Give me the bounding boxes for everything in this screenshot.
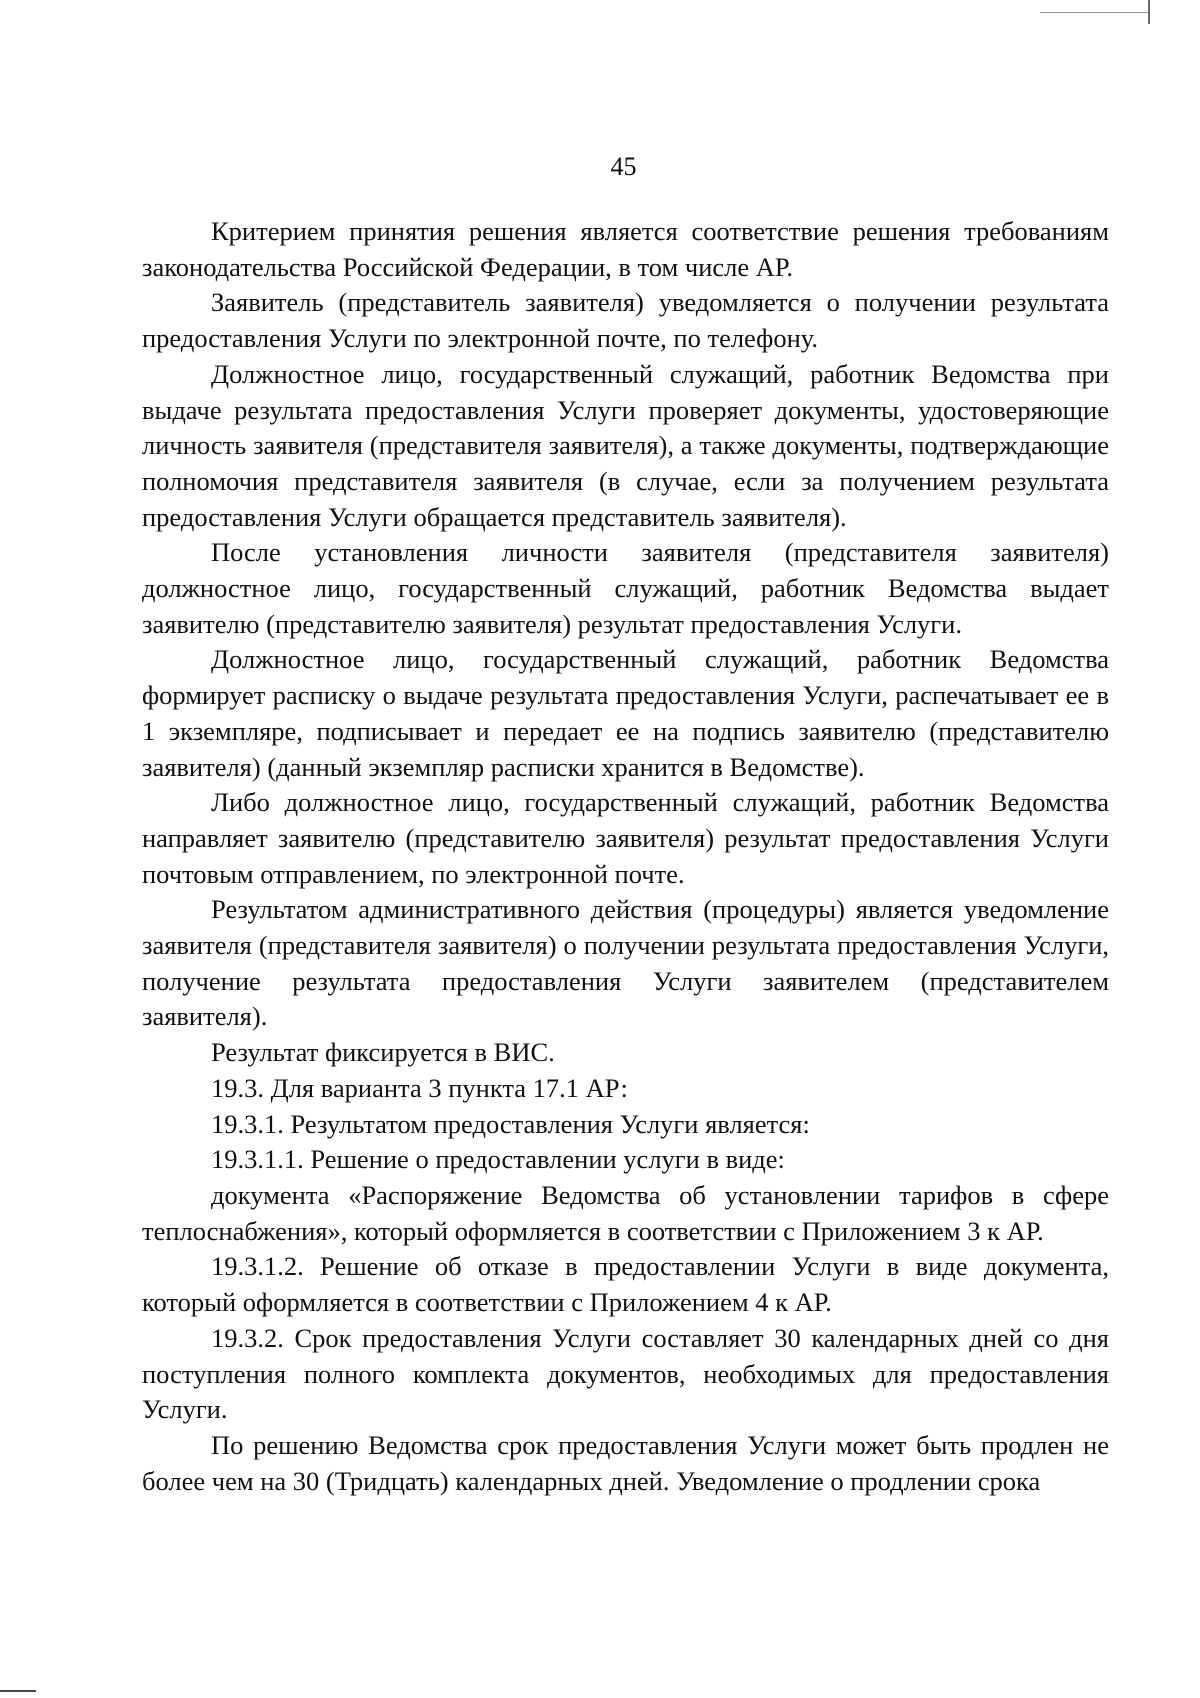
section-19-3-heading: 19.3. Для варианта 3 пункта 17.1 АР: [211,1072,628,1103]
document-body [142,214,1109,1499]
paragraph-applicant-notification: Заявитель (представитель заявителя) уведомляется о получении результата предоставления Услуги по электронной почте, по телефону. [142,287,1109,354]
paragraph-procedure-result: Результатом административного действия (процедуры) является уведомление заявителя (представителя заявителя) о получении результата предоставления Услуги, получение результата предоставления Услуги заявителем (представителем заявителя). [142,894,1109,1032]
scan-edge-mark-top [1040,0,1150,13]
paragraph-term-extension: По решению Ведомства срок предоставления Услуги может быть продлен не более чем на 30 (Тридцать) календарных дней. Уведомление о продлении срока [142,1429,1109,1496]
paragraph-postal-delivery: Либо должностное лицо, государственный служащий, работник Ведомства направляет заявителю (представителю заявителя) результат предоставления Услуги почтовым отправлением, по электронной почте. [142,787,1109,889]
paragraph-identity-check: Должностное лицо, государственный служащий, работник Ведомства при выдаче результата предоставления Услуги проверяет документы, удостоверяющие личность заявителя (представителя заявителя), а также документы, подтверждающие полномочия представителя заявителя (в случае, если за получением результата предоставления Услуги обращается представитель заявителя). [142,358,1109,532]
scan-edge-tick-top [1148,0,1150,24]
paragraph-result-issuance: После установления личности заявителя (представителя заявителя) должностное лицо, государственный служащий, работник Ведомства выдает заявителю (представителю заявителя) результат предоставления Услуги. [142,537,1109,639]
paragraph-result-recorded: Результат фиксируется в ВИС. [211,1037,555,1068]
paragraph-document-order: документа «Распоряжение Ведомства об установлении тарифов в сфере теплоснабжения», который оформляется в соответствии с Приложением 3 к АР. [142,1179,1109,1246]
page-number: 45 [610,152,637,181]
section-19-3-2-term: 19.3.2. Срок предоставления Услуги составляет 30 календарных дней со дня поступления полного комплекта документов, необходимых для предоставления Услуги. [142,1322,1109,1425]
paragraph-receipt-formation: Должностное лицо, государственный служащий, работник Ведомства формирует расписку о выдаче результата предоставления Услуги, распечатывает ее в 1 экземпляре, подписывает и передает ее на подпись заявителю (представителю заявителя) (данный экземпляр расписки хранится в Ведомстве). [142,644,1109,782]
paragraph-decision-criterion: Критерием принятия решения является соответствие решения требованиям законодательства Российской Федерации, в том числе АР. [142,216,1109,282]
scan-edge-mark-left [0,1690,36,1692]
section-19-3-1-heading: 19.3.1. Результатом предоставления Услуги является: [211,1108,810,1139]
section-19-3-1-2-refusal: 19.3.1.2. Решение об отказе в предоставлении Услуги в виде документа, который оформляется в соответствии с Приложением 4 к АР. [142,1251,1109,1318]
section-19-3-1-1-heading: 19.3.1.1. Решение о предоставлении услуги в виде: [211,1144,785,1175]
